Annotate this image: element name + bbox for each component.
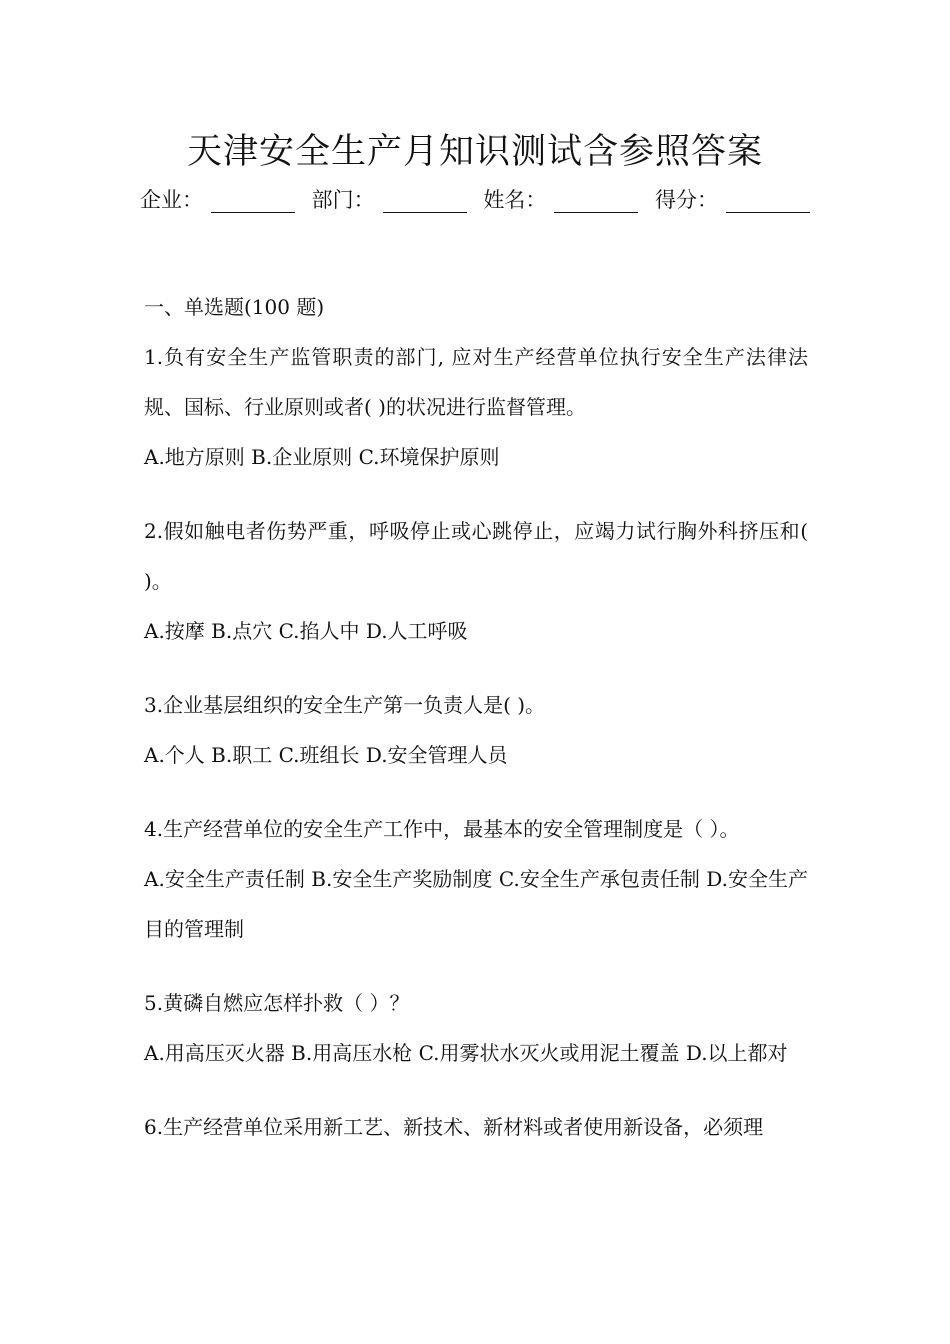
question-list — [144, 282, 808, 1176]
field-name-blank[interactable] — [554, 190, 638, 213]
question-options: A.用高压灭火器 B.用高压水枪 C.用雾状水灭火或用泥土覆盖 D.以上都对 — [144, 1041, 788, 1065]
question-options: A.个人 B.职工 C.班组长 D.安全管理人员 — [144, 743, 508, 767]
question-text: 5.黄磷自燃应怎样扑救（ ）？ — [144, 991, 410, 1015]
field-department-blank[interactable] — [383, 190, 467, 213]
field-department — [312, 184, 467, 216]
question-item — [144, 1102, 808, 1152]
question-text: 6.生产经营单位采用新工艺、新技术、新材料或者使用新设备，必须理 — [144, 1115, 764, 1139]
question-options: A.地方原则 B.企业原则 C.环境保护原则 — [144, 445, 500, 469]
question-text: 1.负有安全生产监管职责的部门, 应对生产经营单位执行安全生产法律法规、国标、行业原则或者( )的状况进行监督管理。 — [144, 345, 808, 419]
question-item — [144, 978, 808, 1078]
field-company — [140, 184, 295, 216]
field-name — [483, 184, 638, 216]
question-item — [144, 332, 808, 482]
question-text: 3.企业基层组织的安全生产第一负责人是( )。 — [144, 693, 546, 717]
question-item — [144, 680, 808, 780]
page-title: 天津安全生产月知识测试含参照答案 — [186, 132, 763, 172]
field-company-label: 企业： — [139, 188, 203, 212]
field-name-label: 姓名： — [483, 188, 547, 212]
header-fields — [0, 184, 950, 216]
field-department-label: 部门： — [311, 188, 375, 212]
question-options: A.按摩 B.点穴 C.掐人中 D.人工呼吸 — [144, 619, 468, 643]
question-text: 2.假如触电者伤势严重，呼吸停止或心跳停止，应竭力试行胸外科挤压和( )。 — [144, 519, 808, 593]
field-score-label: 得分： — [655, 188, 719, 212]
question-text: 4.生产经营单位的安全生产工作中，最基本的安全管理制度是（ ）。 — [144, 817, 740, 841]
section-heading: 一、单选题(100 题) — [144, 295, 325, 319]
field-score — [655, 184, 810, 216]
field-score-blank[interactable] — [726, 190, 810, 213]
field-company-blank[interactable] — [211, 190, 295, 213]
question-options: A.安全生产责任制 B.安全生产奖励制度 C.安全生产承包责任制 D.安全生产目的管理制 — [144, 867, 808, 941]
question-item — [144, 506, 808, 656]
question-item — [144, 804, 808, 954]
